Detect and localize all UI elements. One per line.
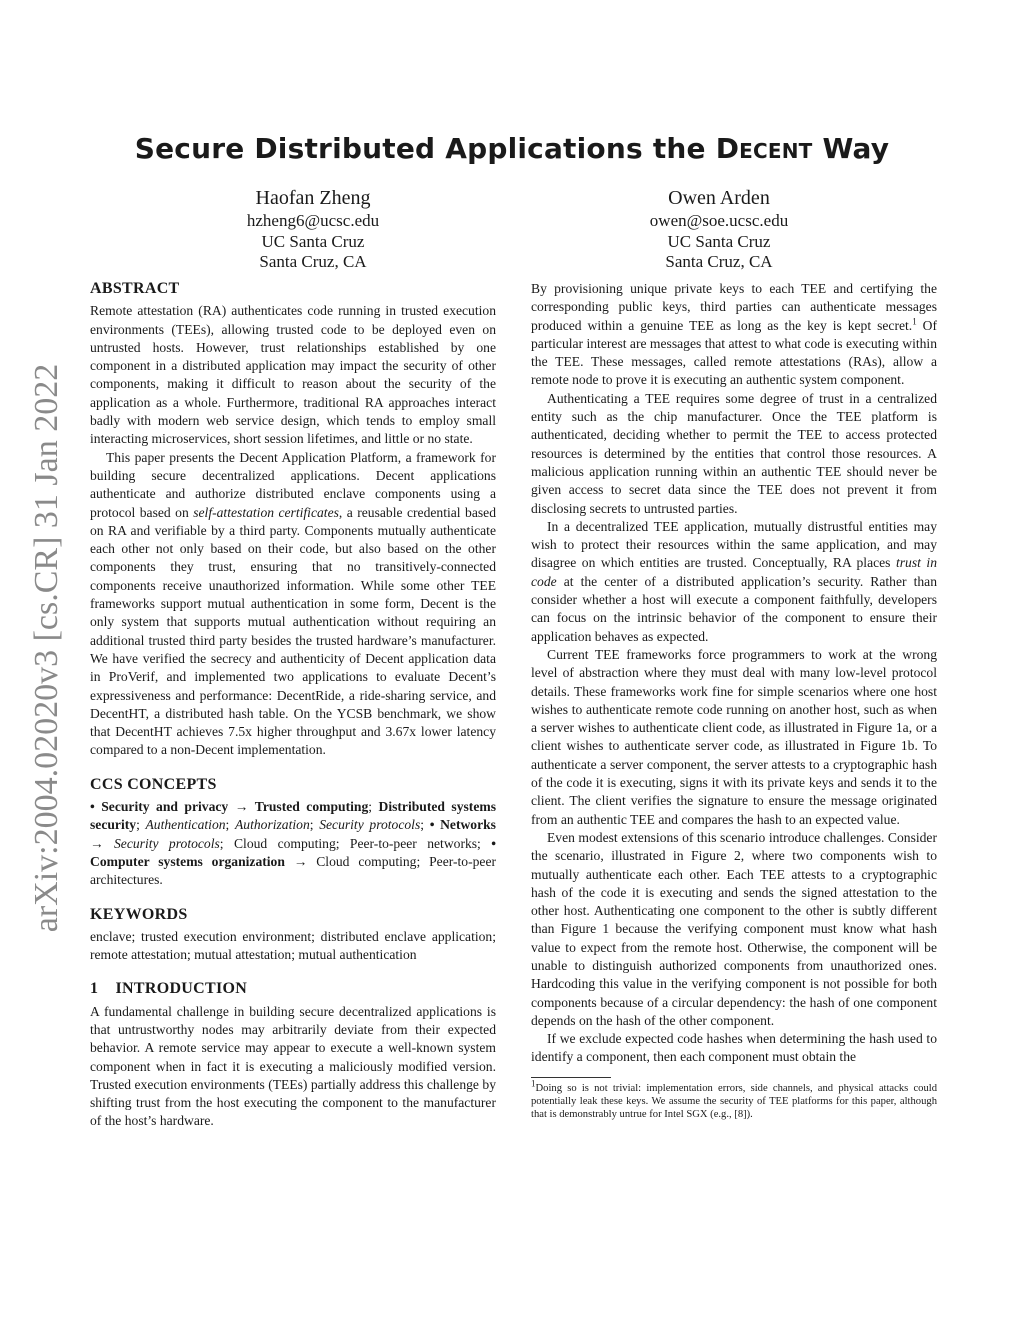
abstract-heading: ABSTRACT bbox=[90, 280, 180, 297]
title-prefix: Secure Distributed Applications the bbox=[134, 132, 716, 165]
introduction-heading: 1 INTRODUCTION bbox=[90, 980, 248, 998]
author-affiliation: UC Santa Cruz bbox=[261, 231, 365, 251]
footnote-marker: 1 bbox=[912, 316, 917, 327]
right-paragraph-5: Even modest extensions of this scenario introduce challenges. Consider the scenario, illustrated in Figure 2, where two components wish to mutually authenticate each other. Each TEE attests to a cryptographic hash of the code it is executing and sends the signed attestation to the other host. Authenticating one component to the other is subtly different than Figure 1 because the verifying component must know what hash value to expect from the remote host. Otherwise, the component will be unable to distinguish authorized components from unauthorized ones. Hardcoding this value in the verifying component is not possible for both components because of a circular dependency: the hash of one component depends on the hash of the other component. bbox=[531, 829, 937, 1028]
arxiv-identifier: arXiv:2004.02020v3 [cs.CR] 31 Jan 2022 bbox=[28, 363, 65, 933]
right-paragraph-3: In a decentralized TEE application, mutually distrustful entities may wish to protect their resources within the same application, and may disagree on which entities are trusted. Conceptually, RA places trust in code at the center of a distributed application’s security. Rather than consider whether a host will execute a component faithfully, developers can focus on the intrinsic behavior of the component to ensure their application behaves as expected. bbox=[531, 518, 937, 644]
right-column bbox=[531, 280, 937, 1121]
footnote-rule bbox=[531, 1077, 611, 1078]
author-block-2 bbox=[559, 186, 879, 273]
footnote bbox=[531, 1078, 937, 1122]
ccs-concepts: • Security and privacy → Trusted computing; Distributed systems security; Authentication; Authorization; Security protocols; • Networks → Security protocols; Cloud computing; Peer-to-peer networks; • Computer systems organization → Cloud computing; Peer-to-peer architectures. bbox=[90, 799, 496, 888]
keywords-section bbox=[90, 906, 496, 965]
title-suffix: Way bbox=[812, 132, 890, 165]
emphasis: self-attestation certificates bbox=[193, 504, 339, 520]
right-paragraph-6: If we exclude expected code hashes when determining the hash used to identify a component, then each component must obtain the bbox=[531, 1031, 937, 1065]
right-paragraph-2: Authenticating a TEE requires some degree of trust in a centralized entity such as the chip manufacturer. Once the TEE platform is authenticated, deciding whether to permit the TEE to access protected resources is determined by the entities that control those resources. A malicious application running within an authentic TEE should never be given access to secret data since the TEE does not prevent it from disclosing secrets to untrusted parties. bbox=[531, 390, 937, 516]
footnote-number: 1 bbox=[531, 1078, 536, 1089]
author-name: Owen Arden bbox=[668, 187, 770, 209]
right-paragraph-1: By provisioning unique private keys to each TEE and certifying the corresponding public keys, third parties can authenticate messages produced within a genuine TEE as long as the key is kept secret.$^1$ Of particular interest are messages that attest to what code is executing within the TEE. These messages, called remote attestations (RAs), allow a remote node to prove it is executing an authentic system component. bbox=[531, 281, 937, 388]
ccs-section bbox=[90, 776, 496, 890]
author-location: Santa Cruz, CA bbox=[259, 252, 367, 271]
title-system-name: Decent bbox=[715, 132, 813, 165]
keywords-heading: KEYWORDS bbox=[90, 905, 188, 923]
abstract-paragraph-1: Remote attestation (RA) authenticates code running in trusted execution environments (TEEs), allowing trusted code to be deployed even on untrusted hosts. However, trust relationships established by one component in a distributed application may impact the security of other components, making it difficult to reason about the security of the application as a whole. Furthermore, traditional RA approaches interact badly with modern web service design, which tends to employ small interacting microservices, short session lifetimes, and little or no state. bbox=[90, 303, 496, 447]
author-location: Santa Cruz, CA bbox=[665, 252, 773, 271]
arxiv-sidebar bbox=[28, 348, 66, 948]
author-name: Haofan Zheng bbox=[255, 187, 371, 209]
keywords-text: enclave; trusted execution environment; distributed enclave application; remote attestation; mutual attestation; mutual authentication bbox=[90, 928, 496, 963]
introduction-section bbox=[90, 980, 496, 1130]
paper-title bbox=[0, 132, 1024, 165]
author-email: hzheng6@ucsc.edu bbox=[246, 211, 380, 230]
right-paragraph-4: Current TEE frameworks force programmers to work at the wrong level of abstraction where they must deal with many low-level protocol details. These frameworks work fine for simple scenarios where one host wishes to authenticate remote code running on another host, such as when a server wishes to authenticate client code, as illustrated in Figure 1a, or a client wishes to authenticate server code, as illustrated in Figure 1b. To authenticate a server component, the server attests to a cryptographic hash of the code it is executing, signs it with its private keys and sends it to the client. The client verifies the signature to ensure the message originated from an authentic TEE and compares the hash to an expected value. bbox=[531, 646, 937, 827]
author-block-1 bbox=[153, 186, 473, 273]
left-column bbox=[90, 280, 496, 1131]
abstract-paragraph-2: This paper presents the Decent Application Platform, a framework for building secure decentralized applications. Decent applications authenticate and authorize distributed enclave components using a protocol based on self-attestation certificates, a reusable credential based on RA and verifiable by a third party. Components mutually authenticate each other not only based on their code, but also based on the other components they trust, ensuring that no transitively-connected components receive unauthorized information. While some other TEE frameworks support mutual authentication in some form, Decent is the only system that supports mutual authentication without requiring an additional trusted third party besides the trusted hardware’s manufacturer. We have verified the secrecy and authenticity of Decent application data in ProVerif, and implemented two applications to evaluate Decent’s expressiveness and performance: DecentRide, a ride-sharing service, and DecentHT, a distributed hash table. On the YCSB benchmark, we show that DecentHT achieves 7.5x higher throughput and 3.67x lower latency compared to a non-Decent implementation. bbox=[90, 449, 496, 758]
author-email: owen@soe.ucsc.edu bbox=[649, 211, 789, 230]
author-affiliation: UC Santa Cruz bbox=[667, 231, 771, 251]
footnote-text: Doing so is not trivial: implementation errors, side channels, and physical attacks could potentially leak these keys. We assume the security of TEE platforms for this paper, although that is demonstrably untrue for Intel SGX (e.g., [8]). bbox=[531, 1082, 937, 1121]
ccs-heading: CCS CONCEPTS bbox=[90, 775, 217, 793]
introduction-paragraph-1: A fundamental challenge in building secure decentralized applications is that untrustworthy nodes may arbitrarily deviate from their expected behavior. A remote service may appear to execute a well-known system component when in fact it is executing a maliciously modified version. Trusted execution environments (TEEs) partially address this challenge by shifting trust from the host executing the component to the manufacturer of the host’s hardware. bbox=[90, 1003, 496, 1129]
emphasis: trust in code bbox=[531, 555, 937, 589]
